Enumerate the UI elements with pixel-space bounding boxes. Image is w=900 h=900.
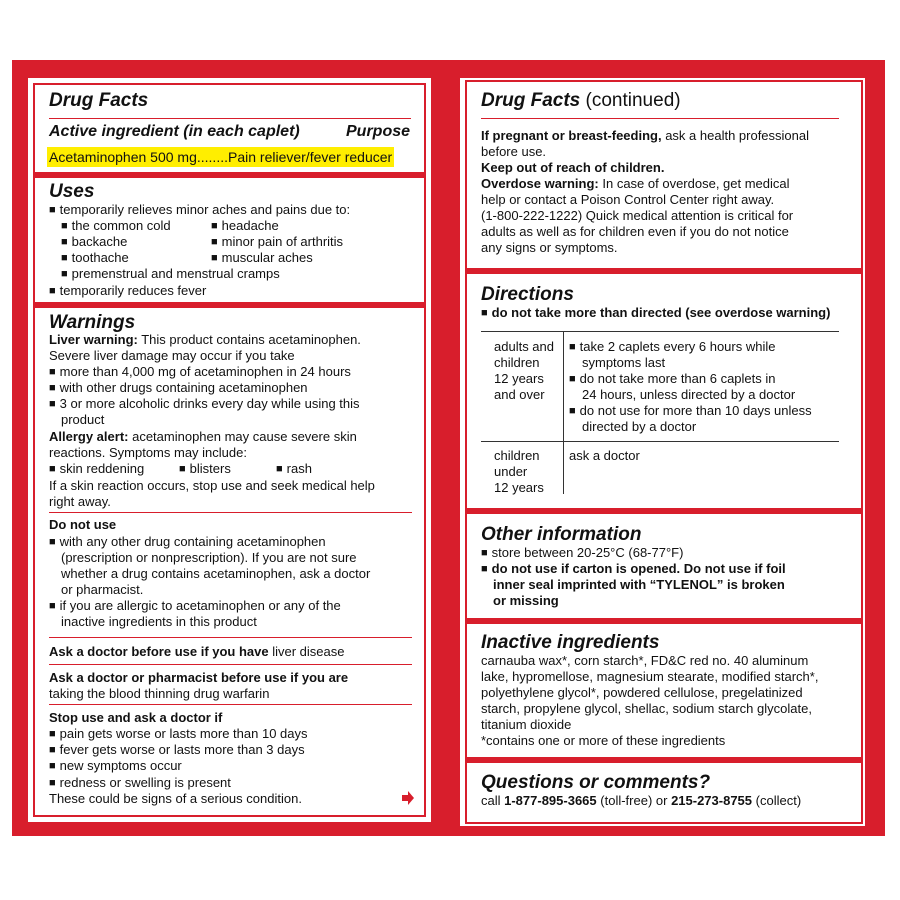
list-item-cont: product — [61, 412, 105, 427]
rule — [49, 664, 412, 665]
table-rule — [481, 441, 839, 442]
pregnant-warning — [481, 128, 809, 144]
overdose-label: Overdose warning: — [481, 176, 599, 191]
stop-use-heading: Stop use and ask a doctor if — [49, 710, 223, 725]
allergy-label: Allergy alert: — [49, 429, 129, 444]
continued-title-text: Drug Facts — [481, 90, 581, 111]
ask-doctor — [49, 644, 345, 660]
inactive-heading: Inactive ingredients — [481, 632, 660, 653]
divider — [35, 172, 424, 178]
list-item: ■ fever gets worse or lasts more than 3 days — [49, 742, 305, 759]
warnings-heading: Warnings — [49, 312, 136, 333]
purpose-heading: Purpose — [346, 123, 411, 140]
directions-heading: Directions — [481, 284, 574, 305]
row-label: 12 years — [494, 371, 544, 386]
list-item: ■ backache — [61, 234, 127, 251]
row-label: 12 years — [494, 480, 544, 495]
inactive-line: lake, hypromellose, magnesium stearate, modified starch*, — [481, 669, 819, 684]
table-divider — [563, 331, 564, 494]
pregnant-text: ask a health professional — [661, 128, 810, 143]
rule — [49, 637, 412, 638]
row-label: adults and — [494, 339, 554, 354]
inactive-line: polyethylene glycol*, powdered cellulose, pregelatinized — [481, 685, 803, 700]
allergy-text: acetaminophen may cause severe skin — [128, 429, 357, 444]
list-item: ■ store between 20-25°C (68-77°F) — [481, 545, 683, 562]
ask-doctor-text: liver disease — [268, 644, 345, 659]
list-item: ■ do not use for more than 10 days unless — [569, 403, 812, 420]
keep-out-of-reach: Keep out of reach of children. — [481, 160, 665, 175]
overdose-line: help or contact a Poison Control Center right away. — [481, 192, 775, 207]
inactive-line: carnauba wax*, corn starch*, FD&C red no. 40 aluminum — [481, 653, 809, 668]
liver-warning-text: This product contains acetaminophen. — [137, 332, 361, 347]
continued-title — [481, 90, 846, 112]
stop-use-footer: These could be signs of a serious condition. — [49, 791, 302, 806]
list-item: ■ 3 or more alcoholic drinks every day while using this — [49, 396, 360, 413]
directions-section — [481, 284, 846, 495]
list-item-cont: symptoms last — [582, 355, 666, 370]
list-item: ■ with other drugs containing acetaminophen — [49, 380, 308, 397]
row-label: children — [494, 355, 540, 370]
drug-facts-section — [49, 90, 414, 165]
ask-doctor-label: Ask a doctor before use if you have — [49, 644, 269, 659]
page-title: Drug Facts — [49, 90, 149, 111]
questions-section — [481, 772, 846, 808]
overdose-text: In case of overdose, get medical — [598, 176, 790, 191]
inactive-line: starch, propylene glycol, shellac, sodium starch glycolate, — [481, 701, 812, 716]
questions-suffix: (collect) — [752, 793, 802, 808]
questions-prefix: call — [481, 793, 505, 808]
rule — [49, 118, 411, 119]
allergy-line3: If a skin reaction occurs, stop use and seek medical help — [49, 478, 375, 493]
list-item: ■ if you are allergic to acetaminophen or any of the — [49, 598, 341, 615]
inactive-footnote: *contains one or more of these ingredients — [481, 733, 726, 748]
list-item: ■ muscular aches — [211, 250, 313, 267]
list-item: ■ pain gets worse or lasts more than 10 days — [49, 726, 308, 743]
uses-fever: ■ temporarily reduces fever — [49, 283, 206, 300]
questions-heading: Questions or comments? — [481, 772, 711, 793]
ask-pharmacist-label: Ask a doctor or pharmacist before use if you are — [49, 670, 349, 685]
inactive-ingredients-section — [481, 632, 846, 748]
other-information-section — [481, 524, 846, 608]
ask-pharmacist-text: taking the blood thinning drug warfarin — [49, 686, 270, 701]
divider — [35, 302, 424, 308]
rule — [481, 118, 839, 119]
list-item-cont: directed by a doctor — [582, 419, 697, 434]
pregnant-label: If pregnant or breast-feeding, — [481, 128, 662, 143]
overdose-line: adults as well as for children even if you do not notice — [481, 224, 789, 239]
list-item-cont: 24 hours, unless directed by a doctor — [582, 387, 796, 402]
questions-mid: (toll-free) or — [596, 793, 672, 808]
divider — [467, 618, 861, 624]
divider — [467, 268, 861, 274]
active-ingredient-line — [47, 147, 413, 167]
rule — [49, 704, 412, 705]
list-item: ■ with any other drug containing acetaminophen — [49, 534, 326, 551]
arrow-right-icon — [401, 791, 415, 805]
table-rule — [481, 331, 839, 332]
divider — [467, 757, 861, 763]
liver-warning-label: Liver warning: — [49, 332, 138, 347]
list-item-cont: or pharmacist. — [61, 582, 144, 597]
list-item: ■ toothache — [61, 250, 129, 267]
directions-warning: ■ do not take more than directed (see overdose warning) — [481, 305, 830, 322]
allergy-line2: reactions. Symptoms may include: — [49, 445, 247, 460]
allergy-line4: right away. — [49, 494, 111, 509]
list-item: ■ rash — [276, 461, 312, 478]
allergy-alert — [49, 429, 357, 445]
row-label: and over — [494, 387, 545, 402]
pregnant-line2: before use. — [481, 144, 547, 159]
list-item: ■ minor pain of arthritis — [211, 234, 343, 251]
phone-collect: 215-273-8755 — [671, 793, 753, 808]
list-item-cont: inactive ingredients in this product — [61, 614, 257, 629]
row-label: children — [494, 448, 540, 463]
liver-warning — [49, 332, 361, 348]
drug-facts-continued-section — [481, 90, 846, 255]
list-item: ■ headache — [211, 218, 279, 235]
list-item-cont: whether a drug contains acetaminophen, ask a doctor — [61, 566, 371, 581]
list-item-cont: inner seal imprinted with “TYLENOL” is broken — [493, 577, 785, 592]
list-item: ■ redness or swelling is present — [49, 775, 231, 792]
list-item: ■ new symptoms occur — [49, 758, 182, 775]
list-item: ■ do not take more than 6 caplets in — [569, 371, 776, 388]
list-item: ■ more than 4,000 mg of acetaminophen in 24 hours — [49, 364, 351, 381]
active-ingredient-heading: Active ingredient (in each caplet) — [49, 123, 300, 140]
uses-section — [49, 181, 414, 298]
overdose-warning — [481, 176, 790, 192]
list-item-cont: or missing — [493, 593, 559, 608]
list-item: ■ skin reddening — [49, 461, 144, 478]
divider — [467, 508, 861, 514]
warnings-section — [49, 312, 414, 806]
list-item-cont: (prescription or nonprescription). If you are not sure — [61, 550, 357, 565]
uses-heading: Uses — [49, 181, 95, 202]
list-item: ■ blisters — [179, 461, 231, 478]
list-item: ■ take 2 caplets every 6 hours while — [569, 339, 775, 356]
overdose-line: (1-800-222-1222) Quick medical attention is critical for — [481, 208, 794, 223]
row-text: ask a doctor — [569, 448, 640, 463]
questions-line — [481, 793, 801, 809]
list-item: ■ do not use if carton is opened. Do not use if foil — [481, 561, 786, 578]
continued-suffix: (continued) — [580, 90, 681, 111]
rule — [49, 512, 412, 513]
do-not-use-heading: Do not use — [49, 517, 117, 532]
list-item: ■ premenstrual and menstrual cramps — [61, 266, 280, 283]
liver-warning-line2: Severe liver damage may occur if you take — [49, 348, 295, 363]
active-ingredient-text: Acetaminophen 500 mg........Pain reliever/fever reducer — [49, 149, 393, 165]
inactive-line: titanium dioxide — [481, 717, 572, 732]
uses-intro: ■ temporarily relieves minor aches and pains due to: — [49, 202, 350, 219]
phone-tollfree: 1-877-895-3665 — [504, 793, 597, 808]
list-item: ■ the common cold — [61, 218, 171, 235]
other-info-heading: Other information — [481, 524, 642, 545]
overdose-line: any signs or symptoms. — [481, 240, 618, 255]
row-label: under — [494, 464, 528, 479]
